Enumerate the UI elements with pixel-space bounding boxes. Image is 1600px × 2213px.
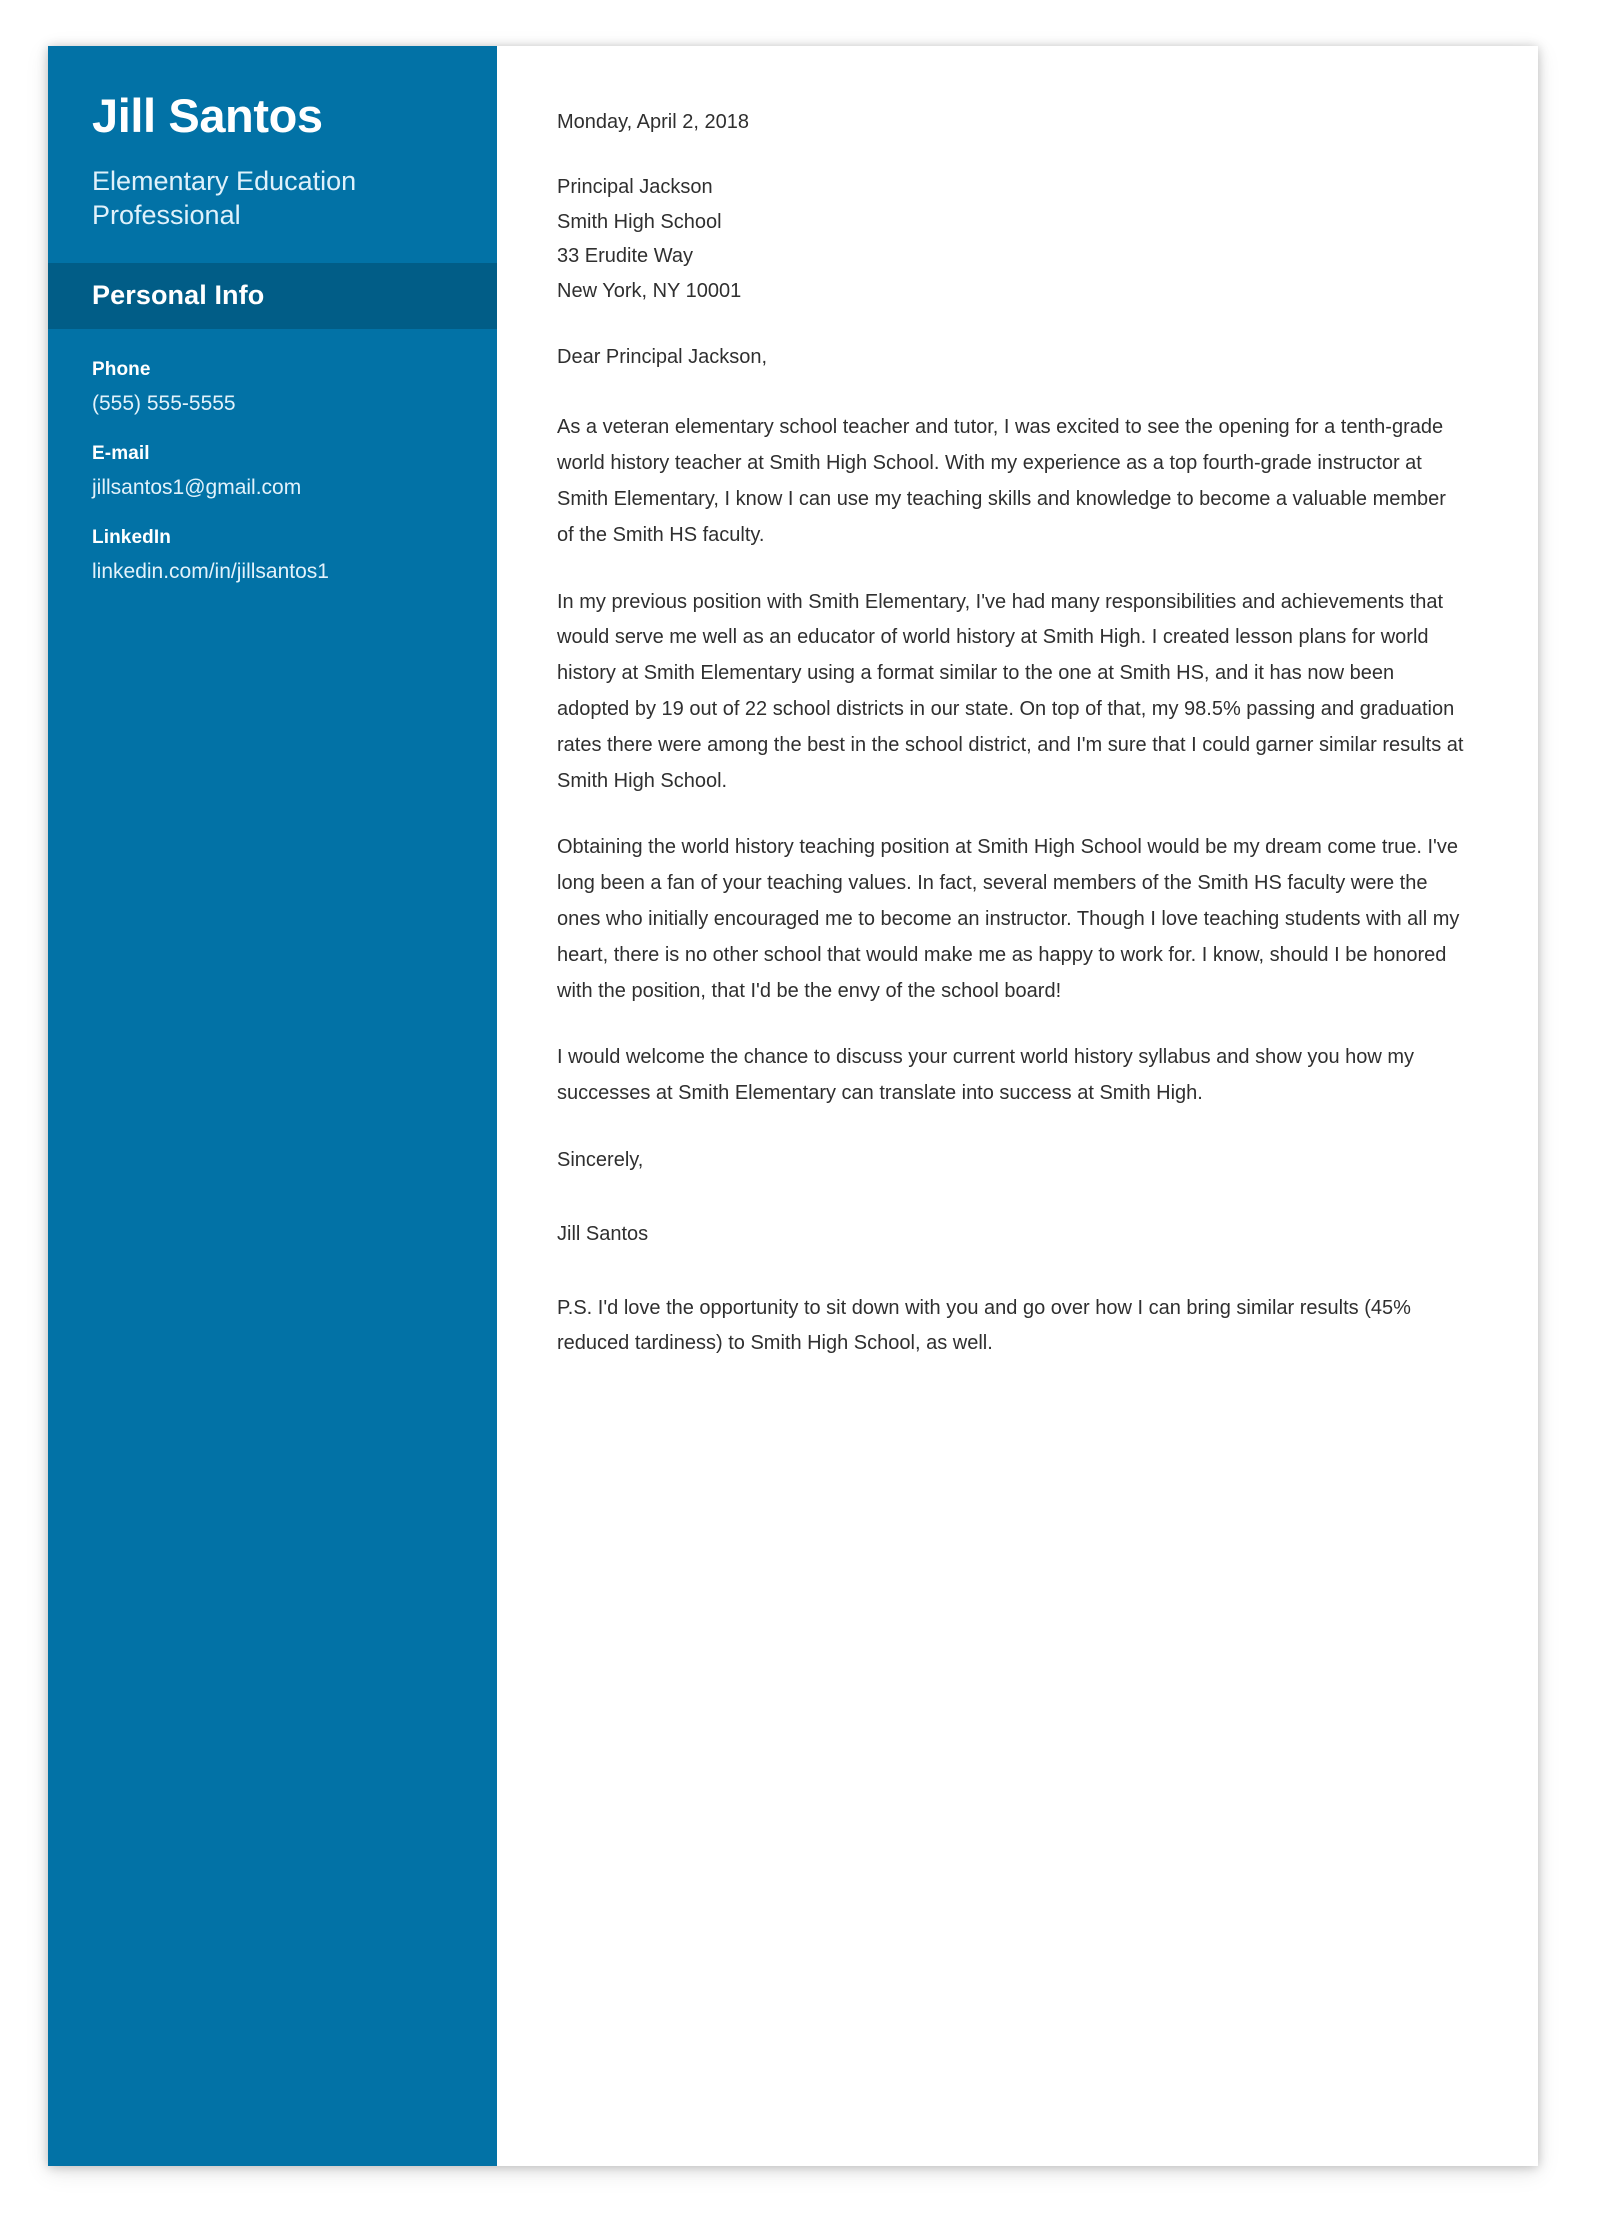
sidebar-identity-block <box>48 46 497 263</box>
contact-item-email <box>92 443 453 501</box>
letter-paragraph-2: In my previous position with Smith Elementary, I've had many responsibilities and achievements that would serve me well as an educator of world history at Smith High. I created lesson plans for world history at Smith Elementary using a format similar to the one at Smith HS, and it has now been adopted by 19 out of 22 school districts in our state. On top of that, my 98.5% passing and graduation rates there were among the best in the school district, and I'm sure that I could garner similar results at Smith High School. <box>557 590 1464 792</box>
contact-label-email: E-mail <box>92 443 150 465</box>
recipient-line-city-state-zip: New York, NY 10001 <box>557 279 742 302</box>
recipient-line-organization: Smith High School <box>557 210 722 233</box>
personal-info-section-header <box>48 263 497 329</box>
sidebar <box>48 46 497 2166</box>
contact-list <box>48 329 497 586</box>
letter-postscript: P.S. I'd love the opportunity to sit down with you and go over how I can bring similar results (45% reduced tardiness) to Smith High School, as well. <box>557 1296 1411 1355</box>
contact-value-phone: (555) 555-5555 <box>92 391 236 415</box>
letter-paragraph-1: As a veteran elementary school teacher and tutor, I was excited to see the opening for a tenth-grade world history teacher at Smith High School. With my experience as a top fourth-grade instructor at Smith Elementary, I know I can use my teaching skills and knowledge to become a valuable member of the Smith HS faculty. <box>557 416 1446 546</box>
letter-signature: Jill Santos <box>557 1222 649 1245</box>
contact-value-linkedin[interactable]: linkedin.com/in/jillsantos1 <box>92 560 329 584</box>
letter-closing: Sincerely, <box>557 1148 644 1171</box>
candidate-name: Jill Santos <box>92 89 323 142</box>
contact-value-email[interactable]: jillsantos1@gmail.com <box>92 476 302 500</box>
recipient-address-block <box>557 170 1466 308</box>
candidate-headline: Elementary Education Professional <box>92 165 357 231</box>
contact-label-linkedin: LinkedIn <box>92 527 171 549</box>
contact-label-phone: Phone <box>92 358 151 380</box>
contact-item-linkedin <box>92 527 453 585</box>
contact-item-phone <box>92 359 453 417</box>
letter-body <box>497 46 1538 2166</box>
letter-date: Monday, April 2, 2018 <box>557 111 749 133</box>
letter-paragraph-4: I would welcome the chance to discuss your current world history syllabus and show you how my successes at Smith Elementary can translate into success at Smith High. <box>557 1046 1415 1105</box>
letter-salutation: Dear Principal Jackson, <box>557 346 768 369</box>
cover-letter-document <box>48 46 1538 2166</box>
personal-info-title: Personal Info <box>92 279 265 310</box>
recipient-line-street: 33 Erudite Way <box>557 245 693 268</box>
letter-paragraph-3: Obtaining the world history teaching position at Smith High School would be my dream come true. I've long been a fan of your teaching values. In fact, several members of the Smith HS faculty were the ones who initially encouraged me to become an instructor. Though I love teaching students with all my heart, there is no other school that would make me as happy to work for. I know, should I be honored with the position, that I'd be the envy of the school board! <box>557 836 1460 1002</box>
recipient-line-name: Principal Jackson <box>557 176 713 198</box>
